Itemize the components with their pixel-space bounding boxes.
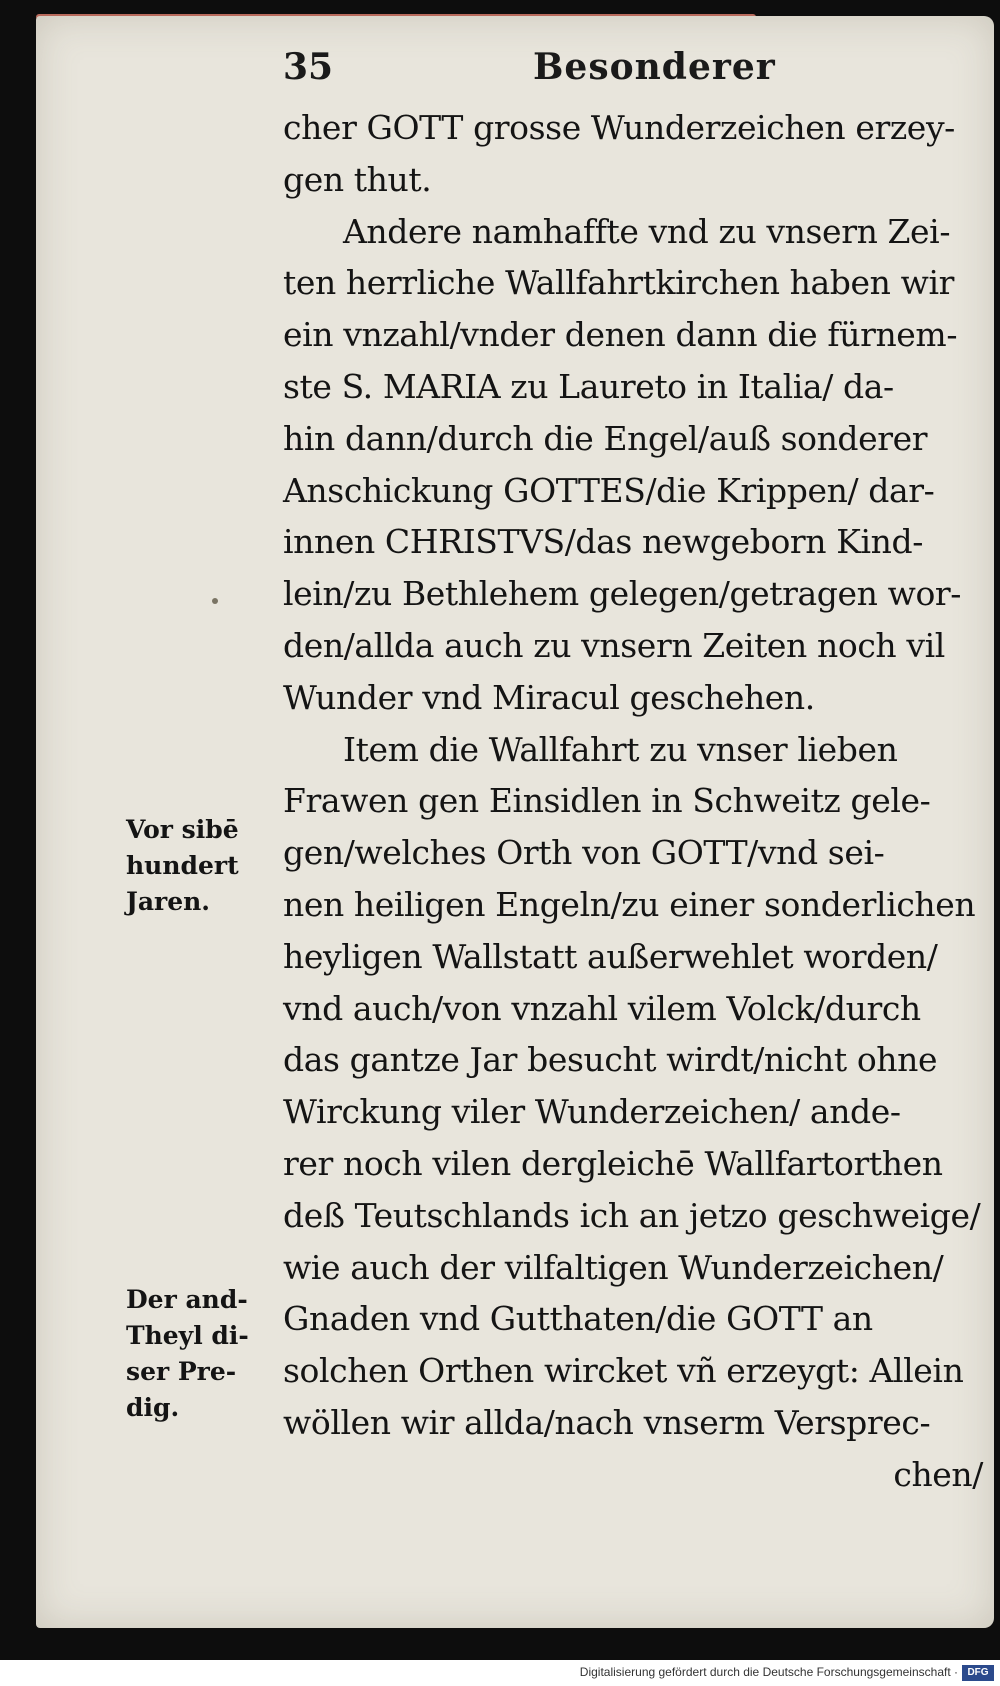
text-line: heyligen Wallstatt außerwehlet worden/ <box>283 936 938 976</box>
text-line: Item die Wallfahrt zu vnser lieben <box>343 729 898 769</box>
text-line: solchen Orthen wircket vñ erzeygt: Allein <box>283 1351 964 1391</box>
margin-note <box>126 1282 276 1426</box>
text-line: nen heiligen Engeln/zu einer sonderlichen <box>283 884 976 924</box>
text-line: deß Teutschlands ich an jetzo geschweige/ <box>283 1195 981 1235</box>
text-line: ein vnzahl/vnder denen dann die fürnem- <box>283 315 958 355</box>
text-line: Frawen gen Einsidlen in Schweitz gele- <box>283 781 931 821</box>
text-line: wie auch der vilfaltigen Wunderzeichen/ <box>283 1247 944 1287</box>
text-line: Anschickung GOTTES/die Krippen/ dar- <box>283 470 935 510</box>
funding-credit: Digitalisierung gefördert durch die Deutsche Forschungsgemeinschaft · <box>579 1665 958 1679</box>
text-line: vnd auch/von vnzahl vilem Volck/durch <box>283 988 921 1028</box>
margin-note-line: Der and- <box>126 1285 248 1314</box>
text-line: hin dann/durch die Engel/auß sonderer <box>283 418 928 458</box>
dfg-logo: DFG <box>962 1665 994 1681</box>
margin-note <box>126 812 276 920</box>
text-line: rer noch vilen dergleichē Wallfartorthen <box>283 1143 943 1183</box>
margin-note-line: Vor sibē <box>126 815 239 844</box>
text-line: den/allda auch zu vnsern Zeiten noch vil <box>283 625 945 665</box>
text-line: gen thut. <box>283 159 432 199</box>
page-number: 35 <box>283 46 334 88</box>
catchword: chen/ <box>893 1454 983 1494</box>
body-text <box>283 102 983 1501</box>
text-line: Gnaden vnd Gutthaten/die GOTT an <box>283 1299 873 1339</box>
page-header <box>283 46 983 102</box>
text-line: Wunder vnd Miracul geschehen. <box>283 677 815 717</box>
text-line: ten herrliche Wallfahrtkirchen haben wir <box>283 263 954 303</box>
running-head: Besonderer <box>533 46 776 88</box>
text-line: lein/zu Bethlehem gelegen/getragen wor- <box>283 574 962 614</box>
margin-note-line: dig. <box>126 1393 180 1422</box>
text-line: ste S. MARIA zu Laureto in Italia/ da- <box>283 366 894 406</box>
digitization-footer <box>0 1662 1000 1686</box>
margin-note-line: ser Pre- <box>126 1357 237 1386</box>
margin-note-line: hundert <box>126 851 239 880</box>
paper-spot <box>212 598 218 604</box>
text-line: Wirckung viler Wunderzeichen/ ande- <box>283 1092 901 1132</box>
text-line: cher GOTT grosse Wunderzeichen erzey- <box>283 108 955 147</box>
text-line: das gantze Jar besucht wirdt/nicht ohne <box>283 1040 938 1080</box>
text-line: gen/welches Orth von GOTT/vnd sei- <box>283 833 885 873</box>
text-line: Andere namhaffte vnd zu vnsern Zei- <box>343 211 951 251</box>
text-line: wöllen wir allda/nach vnserm Versprec- <box>283 1402 931 1442</box>
margin-note-line: Jaren. <box>126 887 210 916</box>
margin-note-line: Theyl di- <box>126 1321 249 1350</box>
text-line: innen CHRISTVS/das newgeborn Kind- <box>283 522 923 562</box>
